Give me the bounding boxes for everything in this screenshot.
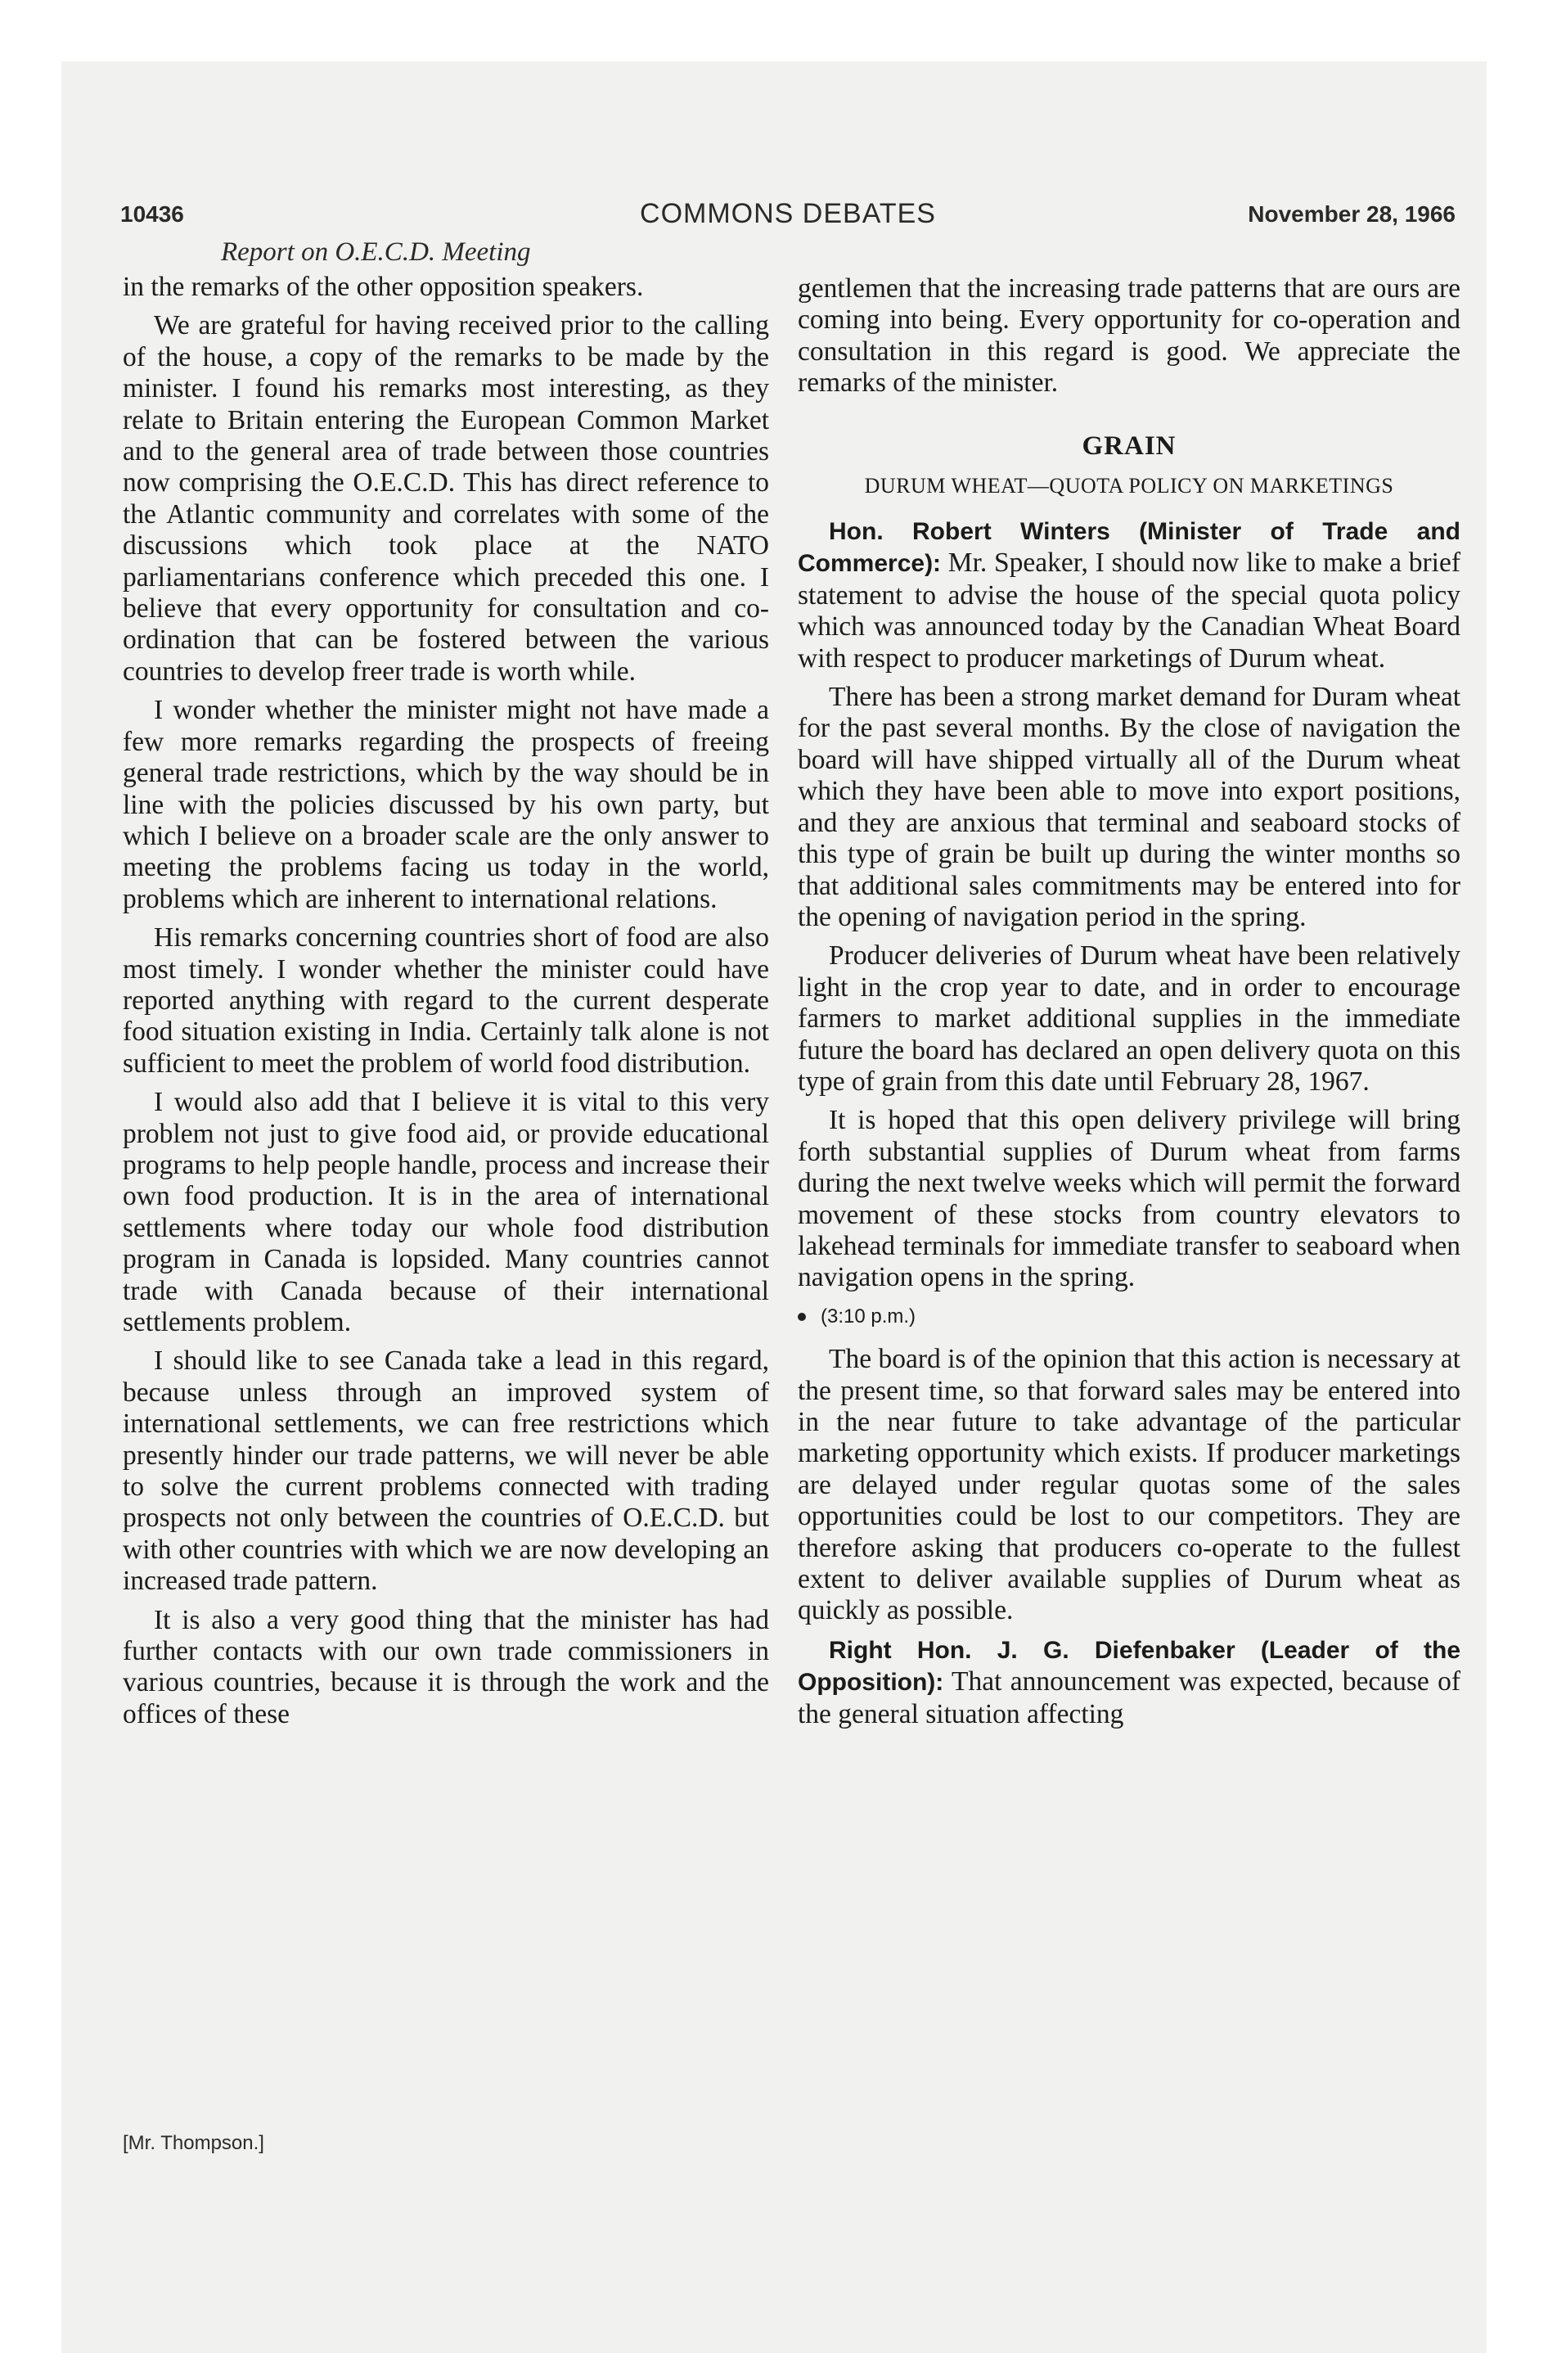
running-head: Report on O.E.C.D. Meeting [221,237,531,267]
right-column [798,273,1460,1738]
speaker-name: Hon. Robert Winters (Minister of Trade and Commerce): [798,518,1460,578]
paragraph: gentlemen that the increasing trade patterns that are ours are coming into being. Every opportunity for co-operation and consultation in this regard is good. We appreciate the remarks of the minister. [798,273,1460,399]
paragraph: I wonder whether the minister might not have made a few more remarks regarding the prospects of freeing general trade restrictions, which by the way should be in line with the policies discussed by his own party, but which I believe on a broader scale are the only answer to meeting the problems facing us today in the world, problems which are inherent to international relations. [123,695,769,914]
paragraph: His remarks concerning countries short of food are also most timely. I wonder whether the minister could have reported anything with regard to the current desperate food situation existing in India. Certainly talk alone is not sufficient to meet the problem of world food distribution. [123,922,769,1079]
footer-attribution: [Mr. Thompson.] [123,2132,264,2154]
paragraph: It is hoped that this open delivery privilege will bring forth substantial supplies of Durum wheat from farms during the next twelve weeks which will permit the forward movement of these stocks from country elevators to lakehead terminals for immediate transfer to seaboard when navigation opens in the spring. [798,1105,1460,1293]
journal-title: COMMONS DEBATES [640,198,936,229]
bullet-icon [798,1313,806,1321]
time-text: (3:10 p.m.) [821,1305,916,1327]
speech-text: Mr. Speaker, I should now like to make a brief statement to advise the house of the special quota policy which was announced today by the Canadian Wheat Board with respect to producer marketings of Durum wheat. [798,548,1460,674]
speech-paragraph [798,516,1460,674]
paragraph: I should like to see Canada take a lead in this regard, because unless through an improved system of international settlements, we can free restrictions which presently hinder our trade patterns, we will never be able to solve the current problems connected with trading prospects not only between the countries of O.E.C.D. but with other countries with which we are now developing an increased trade pattern. [123,1346,769,1597]
left-column [123,272,769,1738]
speech-text: That announcement was expected, because of the general situation affecting [798,1666,1460,1729]
speaker-name: Right Hon. J. G. Diefenbaker (Leader of the Opposition): [798,1636,1460,1697]
subsection-heading: DURUM WHEAT—QUOTA POLICY ON MARKETINGS [864,474,1394,498]
page-number: 10436 [120,201,184,227]
paragraph: I would also add that I believe it is vital to this very problem not just to give food aid, or provide educational programs to help people handle, process and increase their own food production. It is in the area of international settlements where today our whole food distribution program in Canada is lopsided. Many countries cannot trade with Canada because of their international settlements problem. [123,1087,769,1337]
paragraph: It is also a very good thing that the minister has had further contacts with our own trade commissioners in various countries, because it is through the work and the offices of these [123,1604,769,1729]
page-date: November 28, 1966 [1248,201,1456,227]
page-header [120,198,1456,237]
time-marker [798,1301,1460,1332]
paragraph: The board is of the opinion that this action is necessary at the present time, so that forward sales may be entered into in the near future to take advantage of the particular marketing opportunity which exists. If producer marketings are delayed under regular quotas some of the sales opportunities could be lost to our competitors. They are therefore asking that producers co-operate to the fullest extent to deliver available supplies of Durum wheat as quickly as possible. [798,1344,1460,1626]
section-heading: GRAIN [1082,430,1177,461]
paragraph: There has been a strong market demand for Duram wheat for the past several months. By the close of navigation the board will have shipped virtually all of the Durum wheat which they have been able to move into export positions, and they are anxious that terminal and seaboard stocks of this type of grain be built up during the winter months so that additional sales commitments may be entered into for the opening of navigation period in the spring. [798,682,1460,932]
paragraph: We are grateful for having received prior to the calling of the house, a copy of the remarks to be made by the minister. I found his remarks most interesting, as they relate to Britain entering the European Common Market and to the general area of trade between those countries now comprising the O.E.C.D. This has direct reference to the Atlantic community and correlates with some of the discussions which took place at the NATO parliamentarians conference which preceded this one. I believe that every opportunity for consultation and co-ordination that can be fostered between the various countries to develop freer trade is worth while. [123,310,769,687]
speech-paragraph [798,1634,1460,1730]
paragraph: Producer deliveries of Durum wheat have been relatively light in the crop year to date, and in order to encourage farmers to market additional supplies in the immediate future the board has declared an open delivery quota on this type of grain from this date until February 28, 1967. [798,940,1460,1097]
paragraph: in the remarks of the other opposition speakers. [123,272,644,302]
